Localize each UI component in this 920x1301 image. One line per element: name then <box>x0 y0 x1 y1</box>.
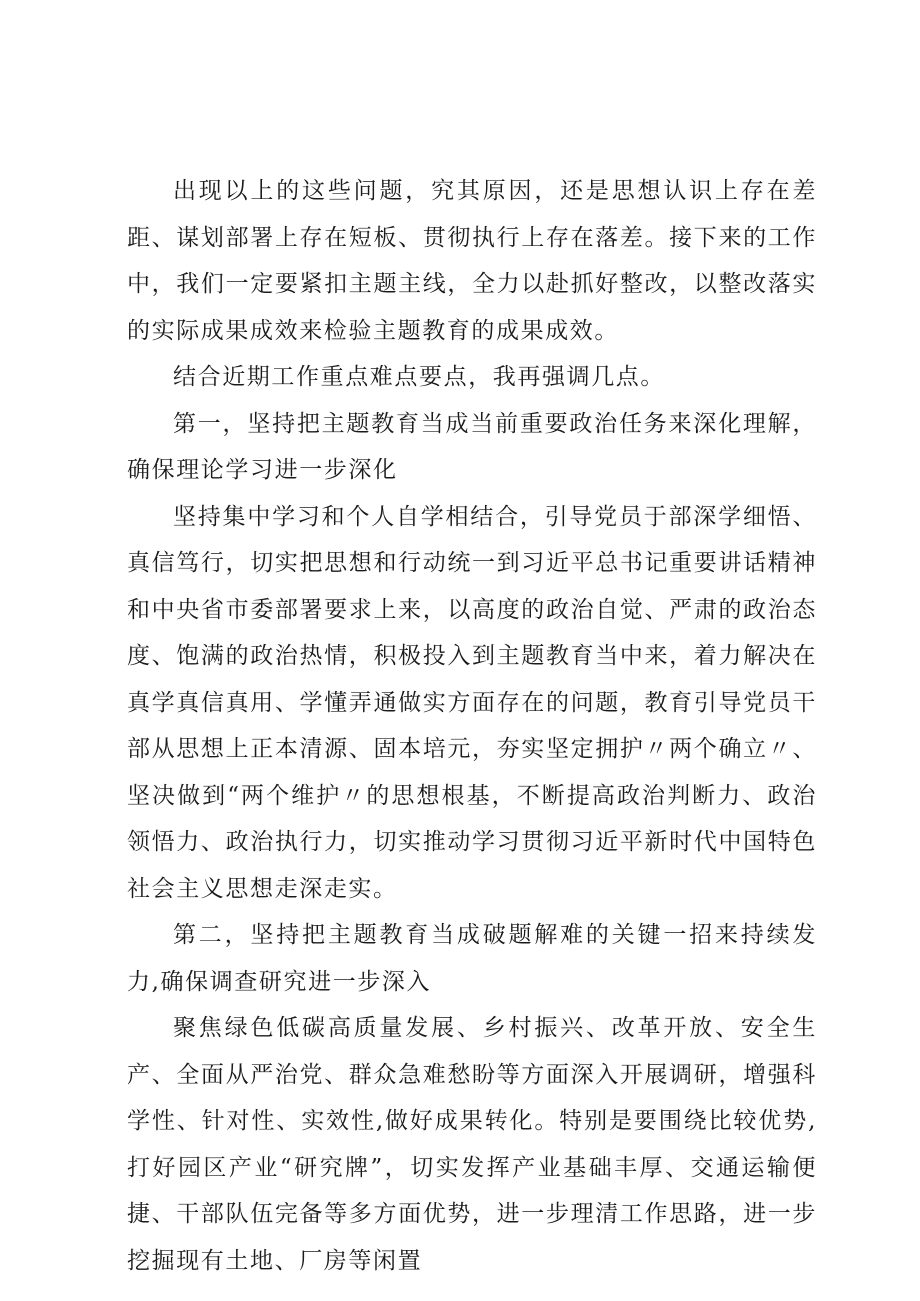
paragraph-investigation-research: 聚焦绿色低碳高质量发展、乡村振兴、改革开放、安全生产、全面从严治党、群众急难愁盼等方面深入开展调研，增强科学性、针对性、实效性,做好成果转化。特别是要围绕比较优势,打好园区产业“研究牌”，切实发挥产业基础丰厚、交通运输便捷、干部队伍完备等多方面优势，进一步理清工作思路，进一步挖掘现有土地、厂房等闲置 <box>127 1015 817 1274</box>
section-heading-second: 第二，坚持把主题教育当成破题解难的关键一招来持续发力,确保调查研究进一步深入 <box>127 922 817 995</box>
paragraph-problem-causes: 出现以上的这些问题，究其原因，还是思想认识上存在差距、谋划部署上存在短板、贯彻执行上存在落差。接下来的工作中，我们一定要紧扣主题主线，全力以赴抓好整改，以整改落实的实际成果成效来检验主题教育的成果成效。 <box>127 178 817 344</box>
document-body <box>127 168 817 1284</box>
paragraph-theory-study: 坚持集中学习和个人自学相结合，引导党员于部深学细悟、真信笃行，切实把思想和行动统一到习近平总书记重要讲话精神和中央省市委部署要求上来，以高度的政治自觉、严肃的政治态度、饱满的政治热情，积极投入到主题教育当中来，着力解决在真学真信真用、学懂弄通做实方面存在的问题，教育引导党员干部从思想上正本清源、固本培元，夯实坚定拥护〃两个确立〃、坚决做到“两个维护〃的思想根基，不断提高政治判断力、政治领悟力、政治执行力，切实推动学习贯彻习近平新时代中国特色社会主义思想走深走实。 <box>127 503 817 902</box>
section-heading-first: 第一，坚持把主题教育当成当前重要政治任务来深化理解，确保理论学习进一步深化 <box>127 410 817 483</box>
paragraph-emphasis-intro: 结合近期工作重点难点要点，我再强调几点。 <box>173 364 665 390</box>
